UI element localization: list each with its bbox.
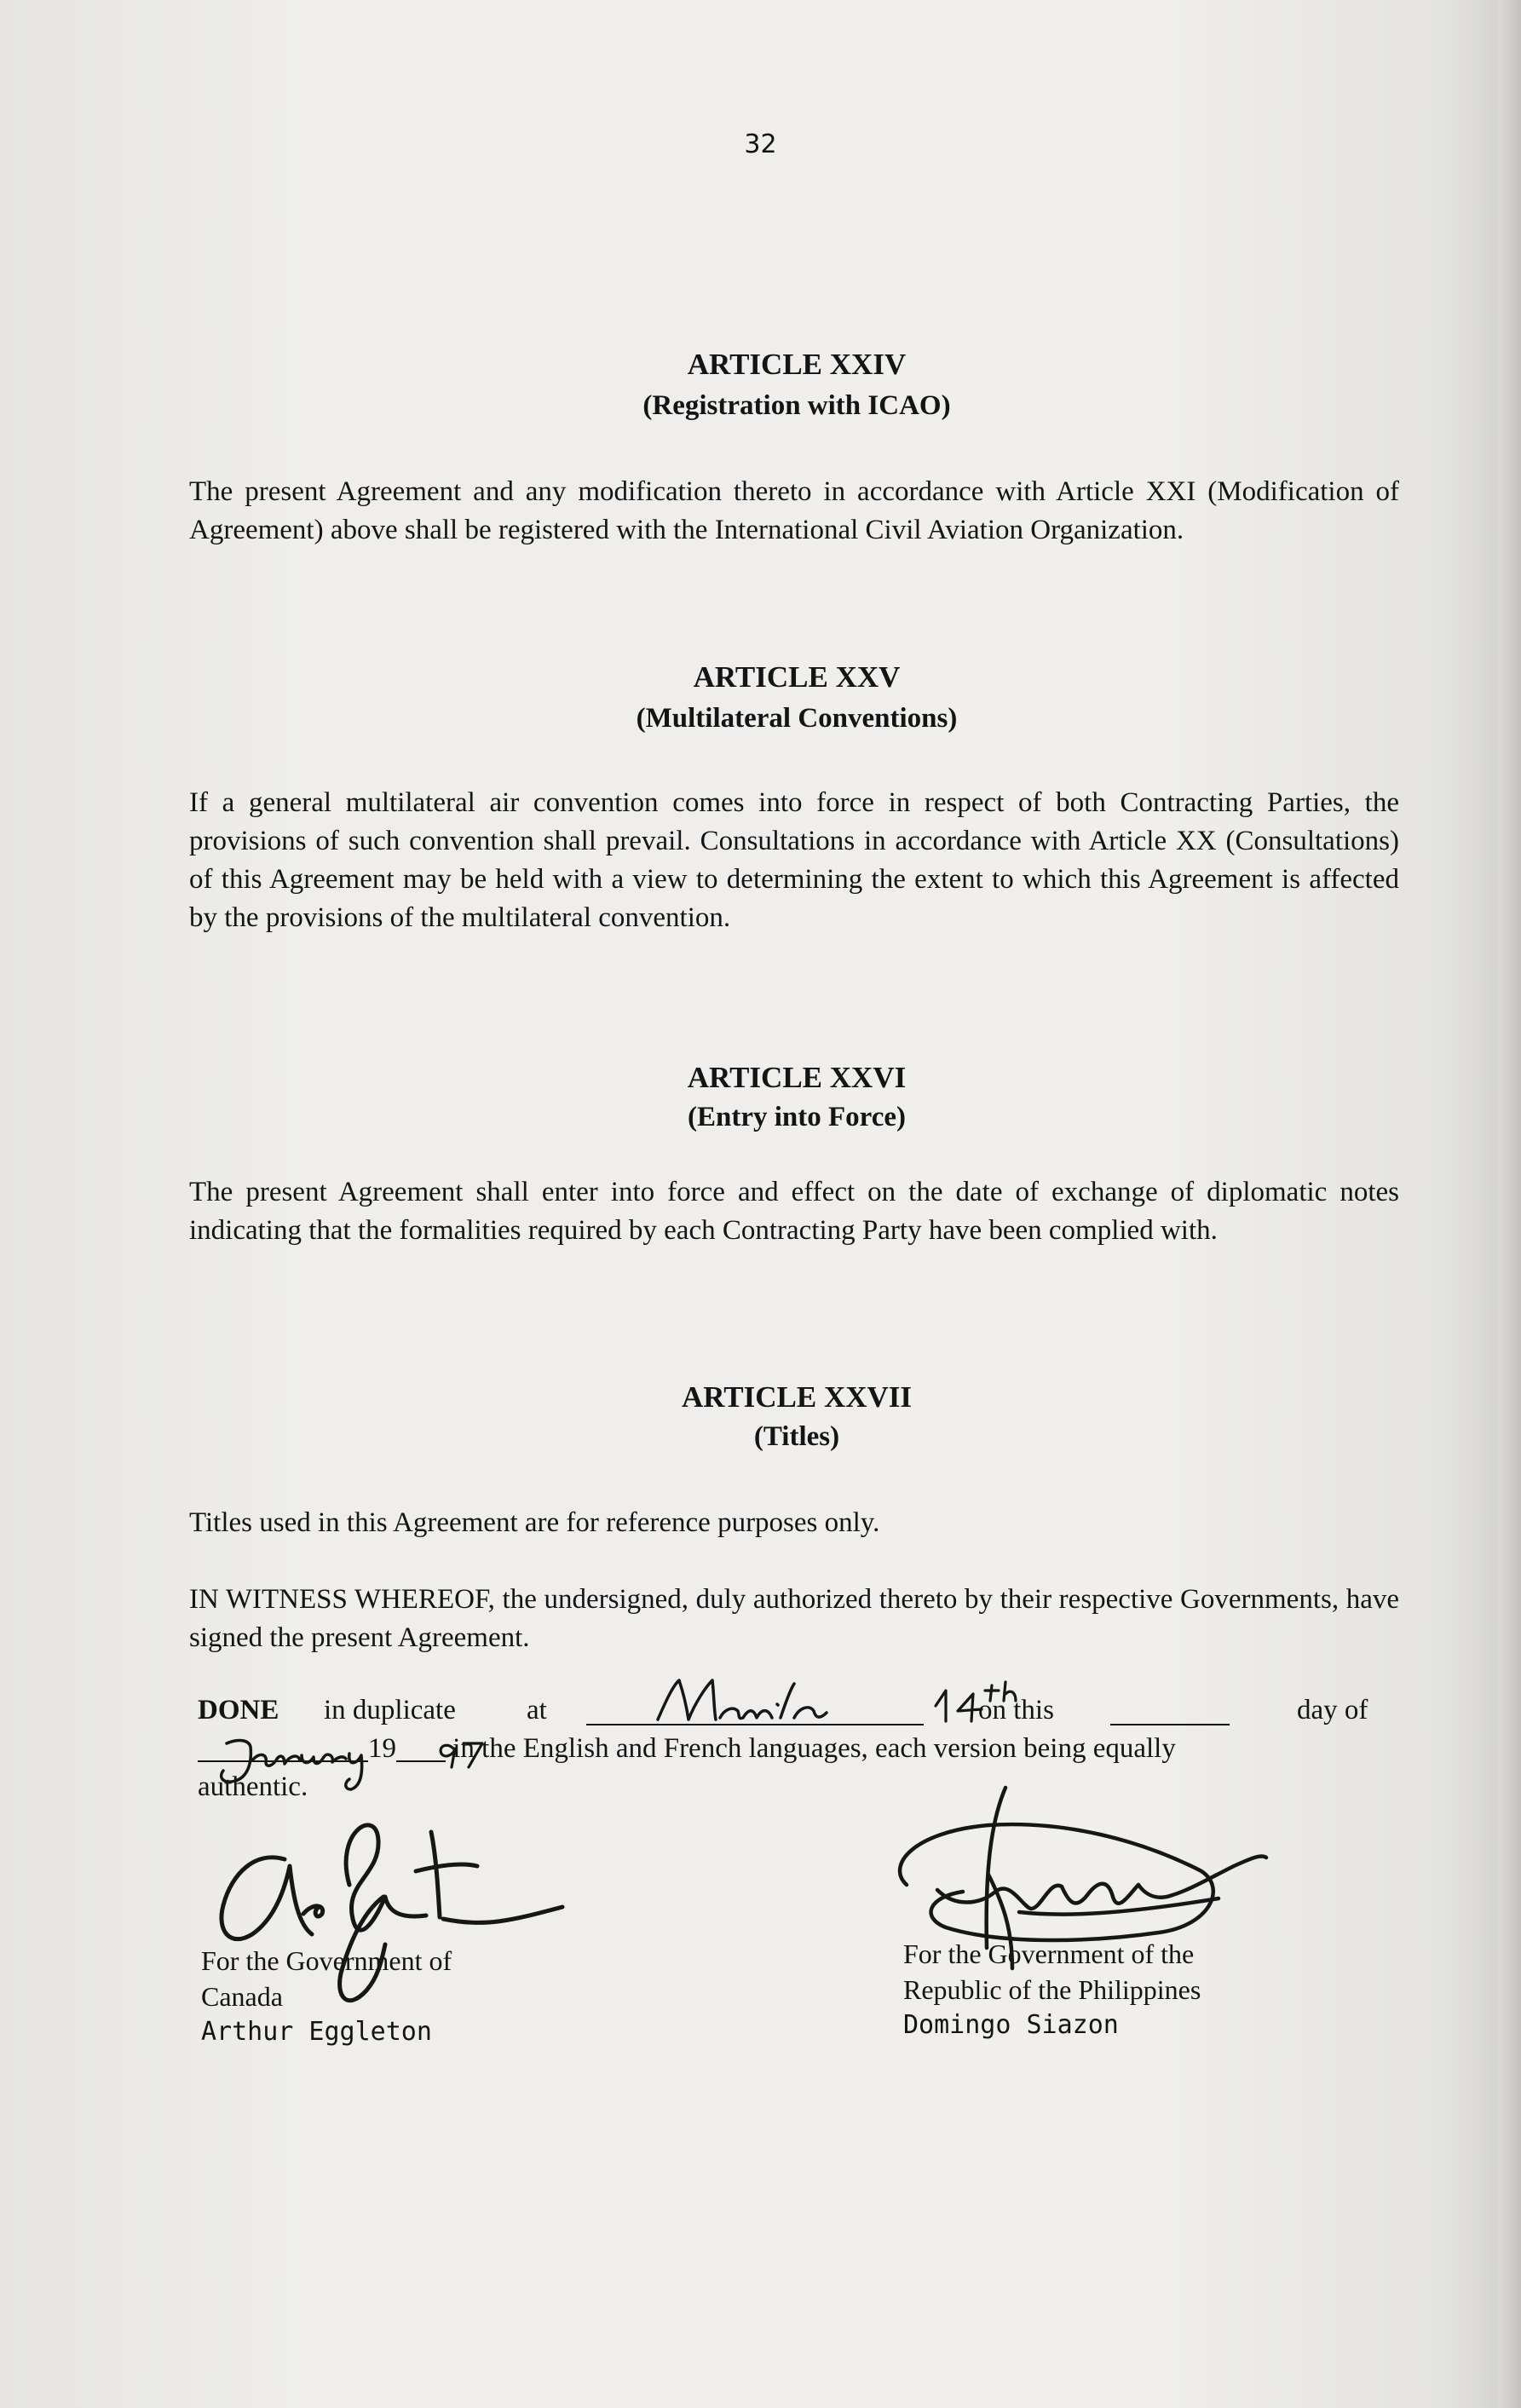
done-at: at xyxy=(527,1695,547,1725)
page-number: 32 xyxy=(744,130,777,159)
article-paragraph: Titles used in this Agreement are for reference purposes only. xyxy=(189,1507,880,1538)
article-paragraph: The present Agreement and any modification thereto in accordance with Article XXI (Modification of Agreement) above shall be registered with the International Civil Aviation Organization. xyxy=(189,476,1399,545)
authentic-word: authentic. xyxy=(198,1771,308,1802)
handwritten-month xyxy=(222,1741,362,1789)
signatory-line-1: For the Government of xyxy=(201,1945,452,1976)
article-heading: ARTICLE XXV xyxy=(693,660,901,694)
typed-name: Arthur Eggleton xyxy=(201,2017,432,2047)
done-on-this: on this xyxy=(978,1695,1054,1725)
languages-text: in the English and French languages, each version being equally xyxy=(452,1733,1176,1764)
article-heading: ARTICLE XXVI xyxy=(687,1061,907,1094)
witness-paragraph: IN WITNESS WHEREOF, the undersigned, duly authorized thereto by their respective Governments, have signed the present Agreement. xyxy=(189,1584,1399,1653)
typed-name: Domingo Siazon xyxy=(903,2010,1119,2040)
article-paragraph: The present Agreement shall enter into force and effect on the date of exchange of diplomatic notes indicating that the formalities required by each Contracting Party have been complied with. xyxy=(189,1177,1399,1246)
done-day-of: day of xyxy=(1297,1695,1368,1725)
article-subheading: (Entry into Force) xyxy=(688,1102,906,1132)
article-subheading: (Titles) xyxy=(753,1421,840,1452)
article-heading: ARTICLE XXVII xyxy=(681,1380,913,1414)
signatory-line-2: Canada xyxy=(201,1981,283,2012)
handwritten-year xyxy=(441,1743,482,1767)
article-subheading: (Multilateral Conventions) xyxy=(636,703,958,734)
done-in-duplicate: in duplicate xyxy=(324,1695,456,1725)
signatory-line-1: For the Government of the xyxy=(903,1938,1195,1969)
year-prefix: 19 xyxy=(368,1733,396,1764)
signatory-line-2: Republic of the Philippines xyxy=(903,1974,1201,2005)
signature-philippines xyxy=(900,1788,1266,1968)
done-word: DONE xyxy=(198,1695,279,1725)
article-paragraph: If a general multilateral air convention comes into force in respect of both Contracting Parties, the provisions of such convention shall prevail. Consultations in accordance with Article XX (Consultations) of this Agreement may be held with a view to determining the extent to which this Agreement is affected by the provisions of the multilateral convention. xyxy=(189,787,1399,933)
article-heading: ARTICLE XXIV xyxy=(687,348,907,381)
handwritten-day xyxy=(936,1682,1016,1721)
signature-canada xyxy=(222,1825,562,2001)
handwritten-place xyxy=(658,1680,827,1720)
article-subheading: (Registration with ICAO) xyxy=(642,390,951,421)
